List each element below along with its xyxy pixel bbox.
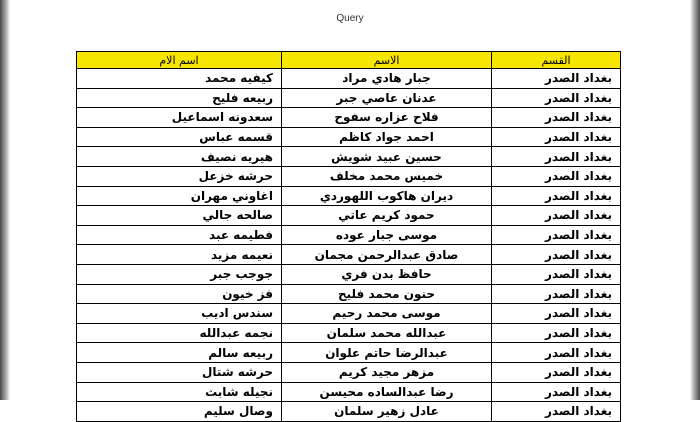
department-cell: بغداد الصدر	[492, 343, 621, 363]
mother-name-cell: سندس اديب	[77, 304, 282, 324]
scan-edge-left	[0, 0, 10, 400]
name-cell: حمود كريم عاتي	[282, 206, 492, 226]
table-row	[77, 304, 621, 324]
department-cell: بغداد الصدر	[492, 206, 621, 226]
name-cell: عبدالله محمد سلمان	[282, 323, 492, 343]
name-cell: رضا عبدالساده محيسن	[282, 382, 492, 402]
mother-name-cell: نعيمه مزيد	[77, 245, 282, 265]
name-cell: حسين عبيد شويش	[282, 147, 492, 167]
department-cell: بغداد الصدر	[492, 147, 621, 167]
table-row	[77, 382, 621, 402]
department-cell: بغداد الصدر	[492, 264, 621, 284]
name-cell: جبار هادي مراد	[282, 69, 492, 89]
name-cell: صادق عبدالرحمن مجمان	[282, 245, 492, 265]
department-cell: بغداد الصدر	[492, 127, 621, 147]
department-cell: بغداد الصدر	[492, 304, 621, 324]
table-row	[77, 88, 621, 108]
table-row	[77, 225, 621, 245]
table-row	[77, 284, 621, 304]
mother-name-cell: اغاوني مهران	[77, 186, 282, 206]
document-title: Query	[336, 13, 364, 24]
mother-name-cell: قسمه عباس	[77, 127, 282, 147]
name-cell: ديران هاكوب اللهوردي	[282, 186, 492, 206]
department-cell: بغداد الصدر	[492, 402, 621, 422]
mother-name-cell: حرشه شتال	[77, 362, 282, 382]
results-table	[76, 51, 621, 422]
table-body	[77, 69, 621, 422]
name-cell: فلاح عزاره سفوح	[282, 108, 492, 128]
table-row	[77, 343, 621, 363]
name-cell: حنون محمد فليح	[282, 284, 492, 304]
mother-name-cell: حرشه خزعل	[77, 166, 282, 186]
department-cell: بغداد الصدر	[492, 284, 621, 304]
mother-name-cell: هيريه نصيف	[77, 147, 282, 167]
table-row	[77, 362, 621, 382]
table-row	[77, 147, 621, 167]
mother-name-cell: صالحه جالي	[77, 206, 282, 226]
department-cell: بغداد الصدر	[492, 108, 621, 128]
name-cell: موسى محمد رحيم	[282, 304, 492, 324]
department-cell: بغداد الصدر	[492, 382, 621, 402]
table-row	[77, 323, 621, 343]
mother-name-cell: ربيعه سالم	[77, 343, 282, 363]
department-cell: بغداد الصدر	[492, 166, 621, 186]
table-row	[77, 402, 621, 422]
header-mother-name: اسم الام	[77, 52, 282, 69]
department-cell: بغداد الصدر	[492, 323, 621, 343]
mother-name-cell: نجيله شابث	[77, 382, 282, 402]
mother-name-cell: جوجب جبر	[77, 264, 282, 284]
table-row	[77, 245, 621, 265]
name-cell: موسى جبار عوده	[282, 225, 492, 245]
department-cell: بغداد الصدر	[492, 362, 621, 382]
name-cell: حافظ بدن فري	[282, 264, 492, 284]
mother-name-cell: نجمه عبدالله	[77, 323, 282, 343]
table-row	[77, 127, 621, 147]
name-cell: عدنان عاصي جبر	[282, 88, 492, 108]
department-cell: بغداد الصدر	[492, 88, 621, 108]
name-cell: عبدالرضا حاتم علوان	[282, 343, 492, 363]
department-cell: بغداد الصدر	[492, 186, 621, 206]
name-cell: احمد جواد كاظم	[282, 127, 492, 147]
name-cell: عادل زهير سلمان	[282, 402, 492, 422]
mother-name-cell: فز خيون	[77, 284, 282, 304]
mother-name-cell: ربيعه فليح	[77, 88, 282, 108]
header-department: القسم	[492, 52, 621, 69]
name-cell: مزهر مجيد كريم	[282, 362, 492, 382]
table-row	[77, 206, 621, 226]
header-name: الاسم	[282, 52, 492, 69]
department-cell: بغداد الصدر	[492, 245, 621, 265]
table-header-row	[77, 52, 621, 69]
table-row	[77, 166, 621, 186]
mother-name-cell: سعدونه اسماعيل	[77, 108, 282, 128]
name-cell: خميس محمد مخلف	[282, 166, 492, 186]
table-row	[77, 108, 621, 128]
table-row	[77, 69, 621, 89]
mother-name-cell: فطيمه عبد	[77, 225, 282, 245]
scan-edge-right	[690, 0, 700, 400]
table-row	[77, 264, 621, 284]
department-cell: بغداد الصدر	[492, 69, 621, 89]
mother-name-cell: وصال سليم	[77, 402, 282, 422]
mother-name-cell: كيفيه محمد	[77, 69, 282, 89]
department-cell: بغداد الصدر	[492, 225, 621, 245]
table-row	[77, 186, 621, 206]
